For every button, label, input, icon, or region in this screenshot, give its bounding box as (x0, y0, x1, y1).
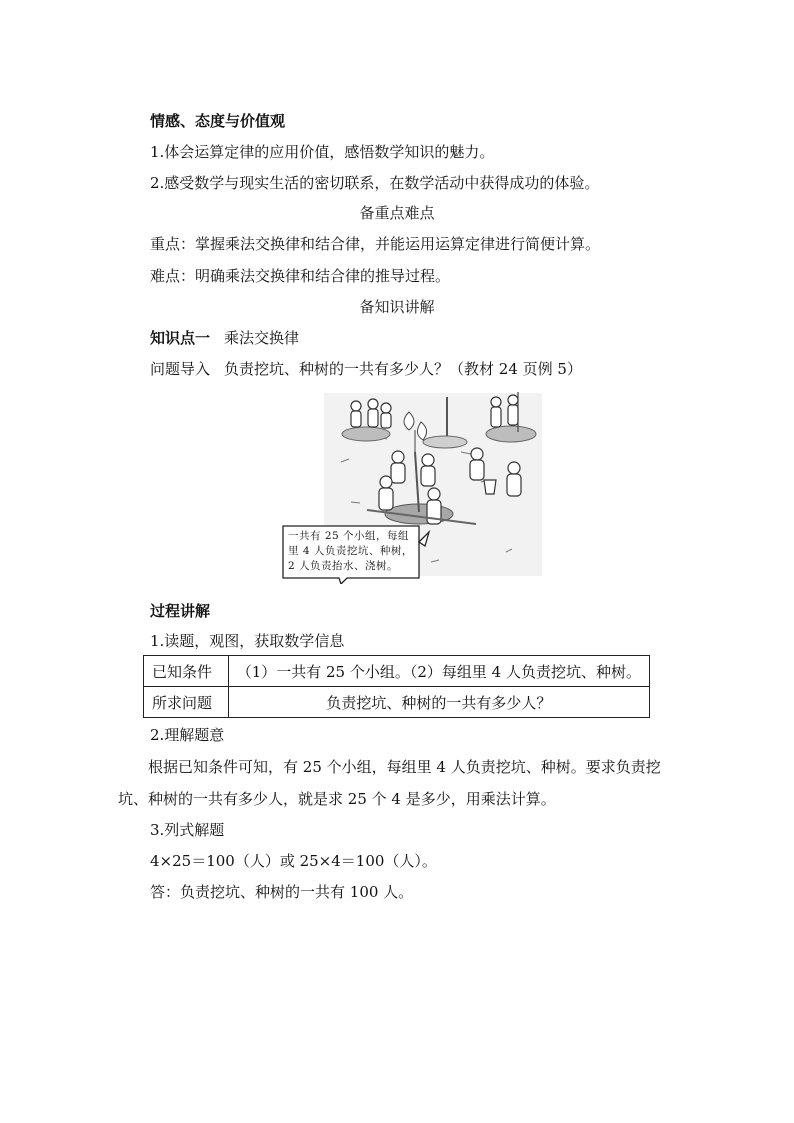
attitude-item-2: 2.感受数学与现实生活的密切联系，在数学活动中获得成功的体验。 (150, 174, 600, 192)
step2-title: 2.理解题意 (150, 726, 225, 744)
textbook-illustration (281, 392, 543, 584)
step1-title: 1.读题，观图，获取数学信息 (150, 632, 345, 650)
key-point: 重点：掌握乘法交换律和结合律，并能运用运算定律进行简便计算。 (150, 235, 601, 253)
step3-title: 3.列式解题 (150, 821, 225, 839)
attitude-item-1: 1.体会运算定律的应用价值，感悟数学知识的魅力。 (150, 143, 495, 161)
knowledge-point-label: 知识点一 (150, 329, 211, 347)
knowledge-heading: 备知识讲解 (359, 298, 435, 316)
step2-text: 根据已知条件可知，有 25 个小组，每组里 4 人负责挖坑、种树。要求负责挖坑、种树的一共有多少人，就是求 25 个 4 是多少，用乘法计算。 (118, 758, 661, 808)
knowledge-point-title (150, 328, 299, 348)
problem-label: 问题导入 (150, 360, 211, 378)
difficult-point: 难点：明确乘法交换律和结合律的推导过程。 (150, 267, 451, 285)
answer: 答：负责挖坑、种树的一共有 100 人。 (150, 883, 414, 901)
table-row (144, 656, 650, 687)
equation: 4×25＝100（人）或 25×4＝100（人）。 (150, 852, 437, 870)
process-heading: 过程讲解 (150, 602, 211, 620)
knowledge-point-topic: 乘法交换律 (224, 329, 300, 347)
problem-intro (150, 359, 582, 379)
known-label: 已知条件 (144, 656, 229, 687)
question-value: 负责挖坑、种树的一共有多少人？ (228, 687, 649, 718)
info-table (143, 655, 650, 718)
speech-bubble-text: 一共有 25 个小组，每组里 4 人负责挖坑、种树，2 人负责抬水、浇树。 (288, 530, 413, 572)
problem-text: 负责挖坑、种树的一共有多少人？（教材 24 页例 5） (224, 360, 582, 378)
known-value: （1）一共有 25 个小组。（2）每组里 4 人负责挖坑、种树。 (228, 656, 649, 687)
key-points-heading: 备重点难点 (359, 204, 435, 222)
table-row (144, 687, 650, 718)
question-label: 所求问题 (144, 687, 229, 718)
step2-paragraph (118, 751, 666, 815)
attitude-heading: 情感、态度与价值观 (150, 112, 286, 130)
